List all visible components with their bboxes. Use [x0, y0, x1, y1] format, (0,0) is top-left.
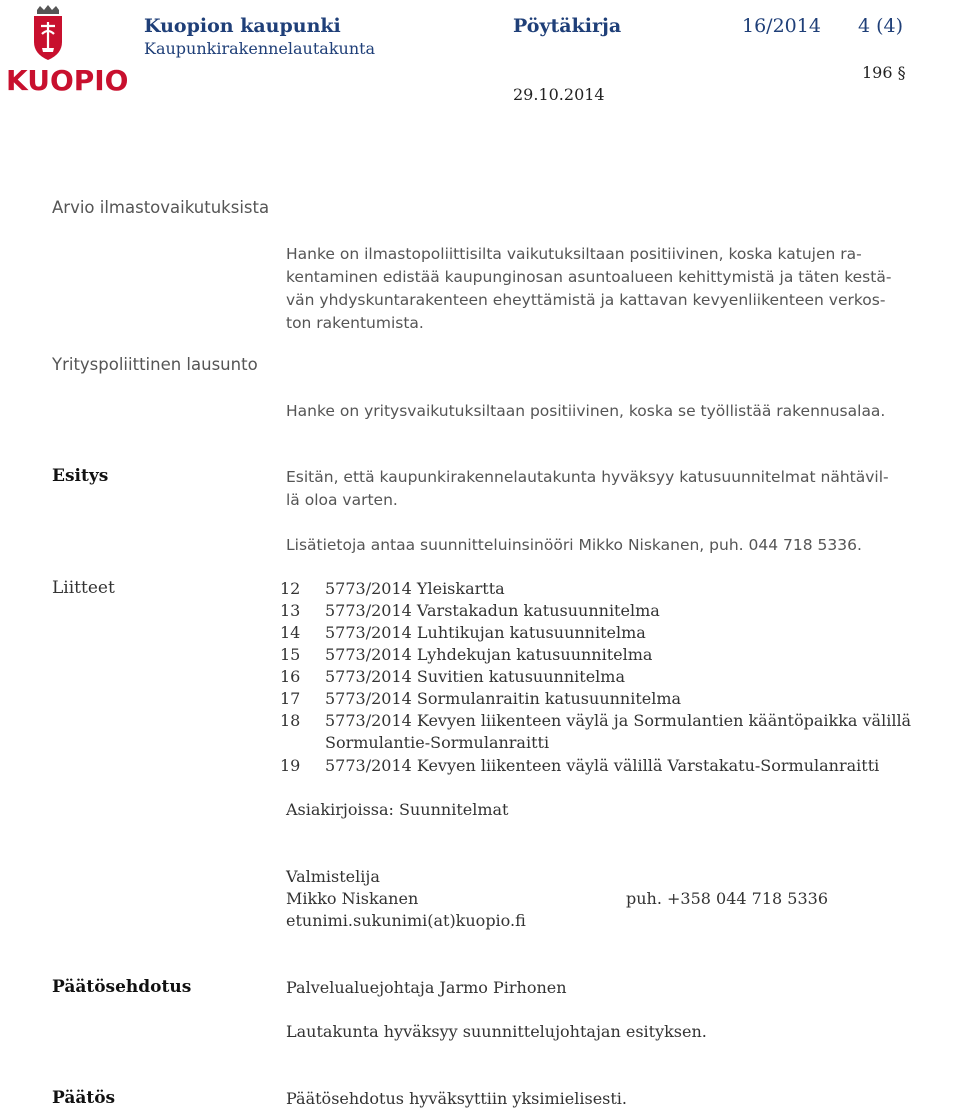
attachment-number: 19	[280, 756, 301, 775]
climate-line: kentaminen edistää kaupunginosan asuntoalueen kehittymistä ja täten kestä-	[286, 268, 892, 286]
kuopio-logo	[4, 4, 129, 97]
logo-wordmark: KUOPIO	[6, 64, 129, 97]
proposal-label: Esitys	[52, 466, 109, 486]
attachment-title: 5773/2014 Kevyen liikenteen väylä ja Sormulantien kääntöpaikka välillä	[325, 711, 912, 730]
attachment-title-continued: Sormulantie-Sormulanraitti	[325, 733, 550, 752]
page-number: 4 (4)	[858, 15, 904, 37]
attachment-number: 17	[280, 689, 301, 708]
document-type: Pöytäkirja	[513, 15, 622, 37]
proposal-line: Esitän, että kaupunkirakennelautakunta hyväksyy katusuunnitelmat nähtävil-	[286, 468, 889, 486]
decision-text: Päätösehdotus hyväksyttiin yksimielisesti.	[286, 1089, 628, 1108]
attachment-number: 18	[280, 711, 301, 730]
decision-proposal-person: Palvelualuejohtaja Jarmo Pirhonen	[286, 978, 567, 997]
attachment-title: 5773/2014 Luhtikujan katusuunnitelma	[325, 623, 646, 642]
attachment-number: 13	[280, 601, 301, 620]
attachment-number: 16	[280, 667, 301, 686]
documents-text: Asiakirjoissa: Suunnitelmat	[286, 800, 509, 819]
attachment-title: 5773/2014 Suvitien katusuunnitelma	[325, 667, 625, 686]
meeting-date: 29.10.2014	[513, 85, 605, 104]
coat-of-arms-icon	[4, 4, 129, 97]
organization-name: Kuopion kaupunki	[144, 15, 341, 37]
climate-line: ton rakentumista.	[286, 314, 424, 332]
attachment-number: 12	[280, 579, 301, 598]
preparer-phone: puh. +358 044 718 5336	[626, 889, 829, 908]
info-text: Lisätietoja antaa suunnitteluinsinööri Mikko Niskanen, puh. 044 718 5336.	[286, 536, 862, 554]
attachment-number: 14	[280, 623, 301, 642]
climate-line: vän yhdyskuntarakenteen eheyttämistä ja kattavan kevyenliikenteen verkos-	[286, 291, 886, 309]
organization-unit: Kaupunkirakennelautakunta	[144, 39, 376, 58]
preparer-name: Mikko Niskanen	[286, 889, 419, 908]
decision-proposal-text: Lautakunta hyväksyy suunnittelujohtajan esityksen.	[286, 1022, 707, 1041]
climate-line: Hanke on ilmastopoliittisilta vaikutuksiltaan positiivinen, koska katujen ra-	[286, 245, 862, 263]
climate-text	[286, 243, 956, 335]
attachment-title: 5773/2014 Sormulanraitin katusuunnitelma	[325, 689, 682, 708]
decision-proposal-label: Päätösehdotus	[52, 977, 192, 997]
attachment-title: 5773/2014 Kevyen liikenteen väylä välillä Varstakatu-Sormulanraitti	[325, 756, 880, 775]
attachments-label: Liitteet	[52, 578, 115, 598]
attachment-title: 5773/2014 Lyhdekujan katusuunnitelma	[325, 645, 653, 664]
decision-label: Päätös	[52, 1088, 116, 1108]
preparer-email: etunimi.sukunimi(at)kuopio.fi	[286, 911, 526, 930]
attachment-number: 15	[280, 645, 301, 664]
business-text: Hanke on yritysvaikutuksiltaan positiivinen, koska se työllistää rakennusalaa.	[286, 402, 886, 420]
proposal-line: lä oloa varten.	[286, 491, 398, 509]
business-label: Yrityspoliittinen lausunto	[52, 355, 258, 374]
climate-label: Arvio ilmastovaikutuksista	[52, 198, 270, 217]
proposal-text	[286, 466, 956, 512]
attachment-title: 5773/2014 Varstakadun katusuunnitelma	[325, 601, 660, 620]
preparer-title: Valmistelija	[286, 867, 380, 886]
document-number: 16/2014	[742, 15, 821, 37]
section-number: 196 §	[862, 63, 906, 82]
attachment-title: 5773/2014 Yleiskartta	[325, 579, 505, 598]
